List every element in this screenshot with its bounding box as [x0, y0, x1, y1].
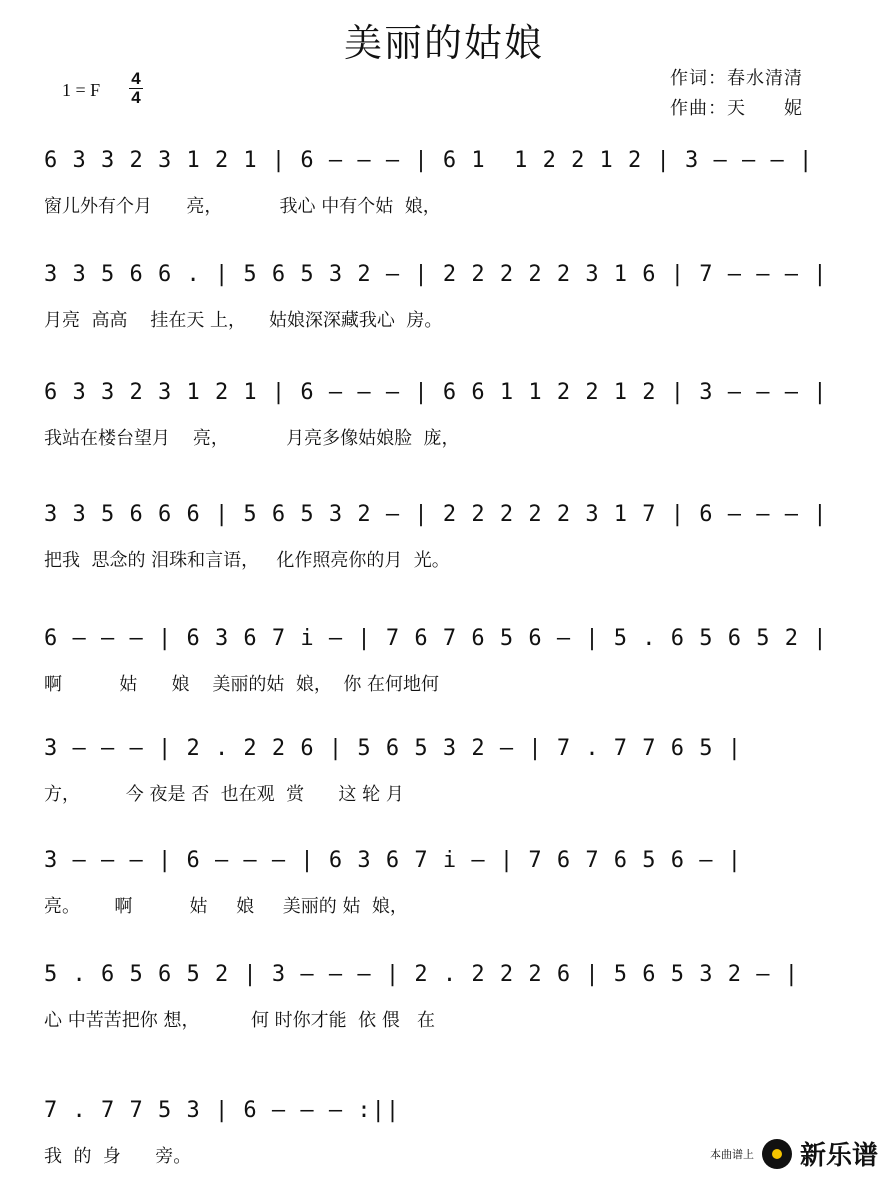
score-row-8 — [0, 962, 888, 1042]
composer-credit: 作曲：天 妮 — [670, 98, 803, 119]
notes-line: 5 . 6 5 6 5 2 | 3 — — — | 2 . 2 2 2 6 | 5 6 5 3 2 — | — [44, 962, 799, 987]
notes-line: 6 — — — | 6 3 6 7 i — | 7 6 7 6 5 6 — | 5 . 6 5 6 5 2 | — [44, 626, 828, 651]
score-row-7 — [0, 848, 888, 928]
lyrics-line: 方， 今 夜是 否 也在观 赏 这 轮 月 — [44, 784, 404, 805]
lyrics-line: 我站在楼台望月 亮， 月亮多像姑娘脸 庞， — [44, 428, 460, 449]
score-row-6 — [0, 736, 888, 816]
lyrics-line: 月亮 高高 挂在天 上， 姑娘深深藏我心 房。 — [44, 310, 443, 331]
score-row-2 — [0, 262, 888, 342]
score-row-4 — [0, 502, 888, 582]
score-row-1 — [0, 148, 888, 228]
key-signature: 1 = F — [62, 80, 101, 100]
notes-line: 3 3 5 6 6 . | 5 6 5 3 2 — | 2 2 2 2 2 3 1 6 | 7 — — — | — [44, 262, 828, 287]
time-signature-top: 4 — [131, 69, 141, 88]
footer-brand: 新乐谱 — [799, 1141, 878, 1171]
notes-line: 3 3 5 6 6 6 | 5 6 5 3 2 — | 2 2 2 2 2 3 1 7 | 6 — — — | — [44, 502, 828, 527]
notes-line: 3 — — — | 2 . 2 2 6 | 5 6 5 3 2 — | 7 . 7 7 6 5 | — [44, 736, 743, 761]
footer-watermark — [710, 1135, 878, 1172]
lyrics-line: 把我 思念的 泪珠和言语， 化作照亮你的月 光。 — [44, 550, 450, 571]
notes-line: 6 3 3 2 3 1 2 1 | 6 — — — | 6 1 1 2 2 1 2 | 3 — — — | — [44, 148, 814, 173]
lyrics-line: 我 的 身 旁。 — [44, 1146, 192, 1167]
score-row-5 — [0, 626, 888, 706]
time-signature — [128, 70, 144, 107]
vinyl-record-icon — [762, 1139, 792, 1169]
lyrics-line: 亮。 啊 姑 娘 美丽的 姑 娘， — [44, 896, 408, 917]
lyricist-credit: 作词：春水清清 — [670, 68, 803, 89]
time-signature-bottom: 4 — [131, 88, 141, 107]
lyrics-line: 窗儿外有个月 亮， 我心 中有个姑 娘， — [44, 196, 441, 217]
lyrics-line: 心 中苦苦把你 想， 何 时你才能 依 偎 在 — [44, 1010, 435, 1031]
score-row-3 — [0, 380, 888, 460]
page-title: 美丽的姑娘 — [343, 21, 544, 65]
notes-line: 6 3 3 2 3 1 2 1 | 6 — — — | 6 6 1 1 2 2 1 2 | 3 — — — | — [44, 380, 828, 405]
lyrics-line: 啊 姑 娘 美丽的姑 娘， 你 在何地何 — [44, 674, 440, 695]
notes-line: 3 — — — | 6 — — — | 6 3 6 7 i — | 7 6 7 6 5 6 — | — [44, 848, 743, 873]
footer-caption: 本曲谱上 — [709, 1147, 754, 1161]
notes-line: 7 . 7 7 5 3 | 6 — — — :|| — [44, 1098, 401, 1123]
